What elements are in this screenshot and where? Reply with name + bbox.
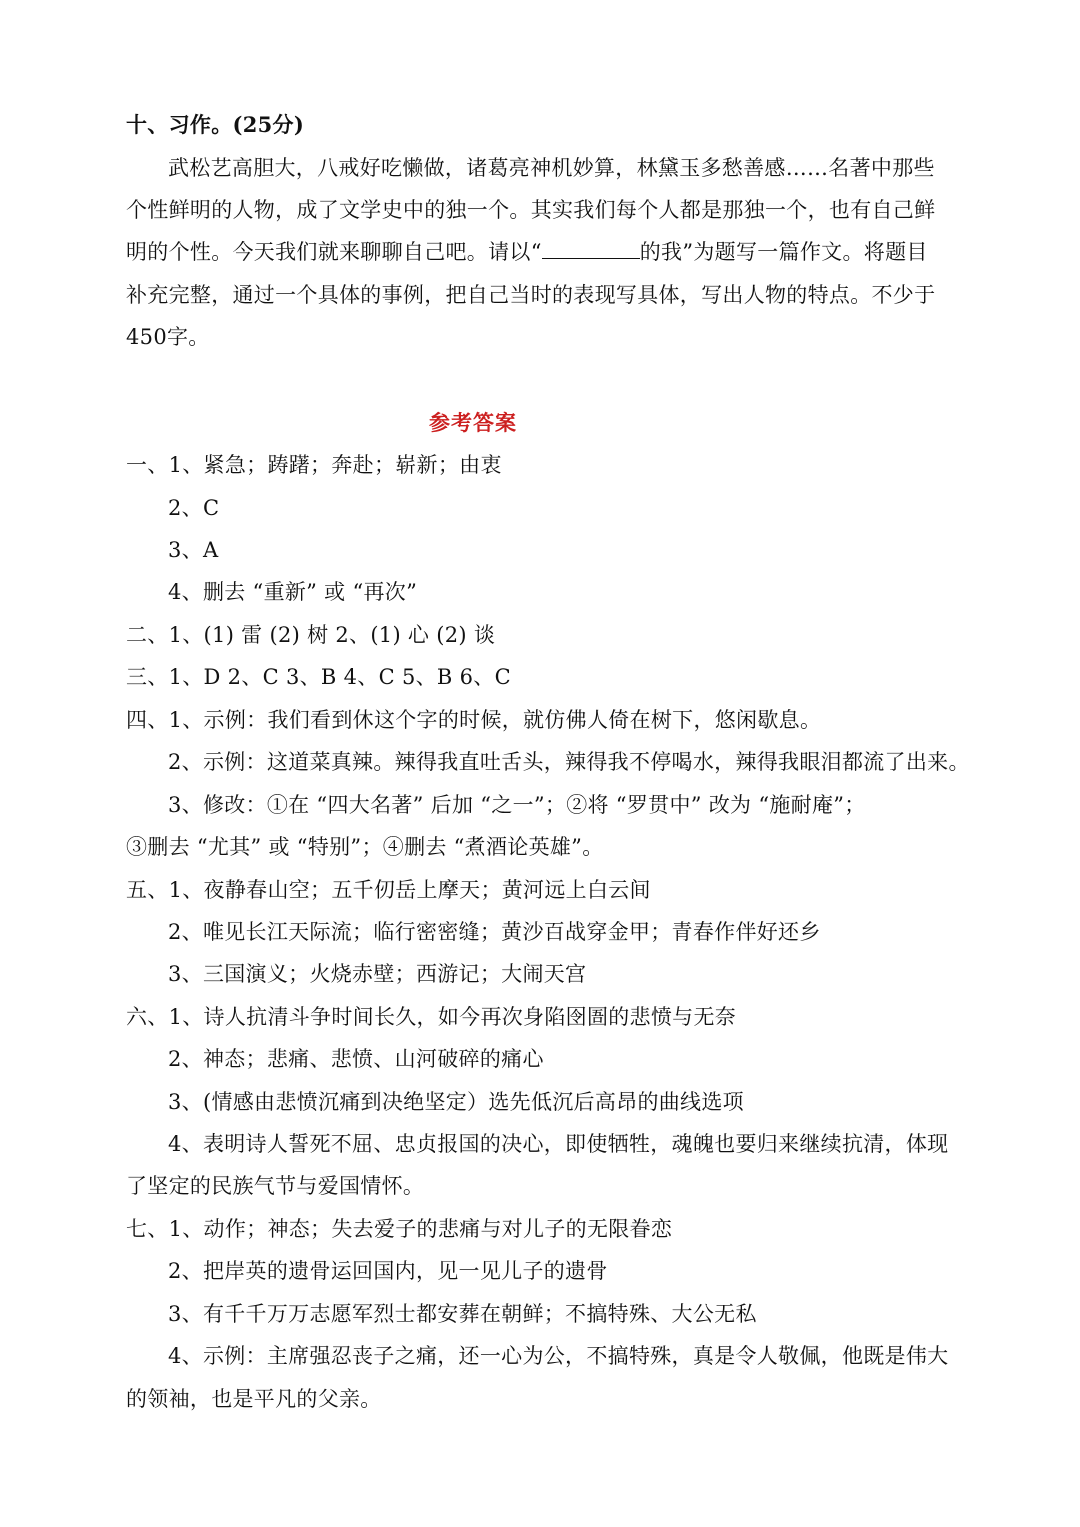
essay-heading: 十、习作。(25分) bbox=[126, 112, 305, 137]
answer-line: 2、神态；悲痛、悲愤、山河破碎的痛心 bbox=[168, 1047, 544, 1071]
answer-line: 二、1、(1) 雷 (2) 树 2、(1) 心 (2) 谈 bbox=[126, 623, 496, 647]
answer-line: 3、(情感由悲愤沉痛到决绝坚定）选先低沉后高昂的曲线选项 bbox=[168, 1090, 744, 1114]
answer-line: 3、修改：①在 “四大名著” 后加 “之一”；②将 “罗贯中” 改为 “施耐庵”； bbox=[168, 793, 866, 817]
essay-text-after-blank: 的我”为题写一篇作文。将题目 bbox=[639, 240, 928, 264]
answer-line: 的领袖，也是平凡的父亲。 bbox=[126, 1387, 382, 1411]
essay-text-before-blank: 明的个性。今天我们就来聊聊自己吧。请以“ bbox=[126, 240, 542, 264]
answer-line: 2、把岸英的遗骨运回国内，见一见儿子的遗骨 bbox=[168, 1259, 608, 1283]
answer-line: 五、1、夜静春山空；五千仞岳上摩天；黄河远上白云间 bbox=[126, 878, 651, 902]
answer-line: 3、A bbox=[168, 538, 219, 562]
answer-line: 4、表明诗人誓死不屈、忠贞报国的决心，即使牺牲，魂魄也要归来继续抗清，体现 bbox=[168, 1132, 949, 1156]
answer-line: 2、示例：这道菜真辣。辣得我直吐舌头，辣得我不停喝水，辣得我眼泪都流了出来。 bbox=[168, 750, 970, 774]
answer-line: 六、1、诗人抗清斗争时间长久，如今再次身陷囹圄的悲愤与无奈 bbox=[126, 1005, 737, 1029]
answer-line: 七、1、动作；神态；失去爱子的悲痛与对儿子的无限眷恋 bbox=[126, 1217, 673, 1241]
essay-paragraph-line bbox=[126, 238, 956, 266]
answer-line: 三、1、D 2、C 3、B 4、C 5、B 6、C bbox=[126, 665, 511, 689]
answer-line: 3、有千千万万志愿军烈士都安葬在朝鲜；不搞特殊、大公无私 bbox=[168, 1302, 757, 1326]
answer-line: 4、删去 “重新” 或 “再次” bbox=[168, 580, 418, 604]
answer-line: 了坚定的民族气节与爱国情怀。 bbox=[126, 1174, 425, 1198]
answer-key-title: 参考答案 bbox=[429, 410, 517, 435]
answer-line: 2、唯见长江天际流；临行密密缝；黄沙百战穿金甲；青春作伴好还乡 bbox=[168, 920, 821, 944]
answer-line: 一、1、紧急；踌躇；奔赴；崭新；由衷 bbox=[126, 453, 502, 477]
essay-paragraph-line: 个性鲜明的人物，成了文学史中的独一个。其实我们每个人都是那独一个，也有自己鲜 bbox=[126, 198, 936, 222]
essay-paragraph-line: 450字。 bbox=[126, 325, 210, 349]
answer-line: 4、示例：主席强忍丧子之痛，还一心为公，不搞特殊，真是令人敬佩，他既是伟大 bbox=[168, 1344, 949, 1368]
title-blank bbox=[542, 238, 640, 259]
answer-line: 3、三国演义；火烧赤壁；西游记；大闹天宫 bbox=[168, 962, 587, 986]
answer-line: 四、1、示例：我们看到休这个字的时候，就仿佛人倚在树下，悠闲歇息。 bbox=[126, 708, 822, 732]
essay-paragraph-line: 武松艺高胆大，八戒好吃懒做，诸葛亮神机妙算，林黛玉多愁善感……名著中那些 bbox=[168, 156, 935, 180]
answer-line: ③删去 “尤其” 或 “特别”；④删去 “煮酒论英雄”。 bbox=[126, 835, 604, 859]
essay-paragraph-line: 补充完整，通过一个具体的事例，把自己当时的表现写具体，写出人物的特点。不少于 bbox=[126, 283, 936, 307]
answer-line: 2、C bbox=[168, 496, 220, 520]
